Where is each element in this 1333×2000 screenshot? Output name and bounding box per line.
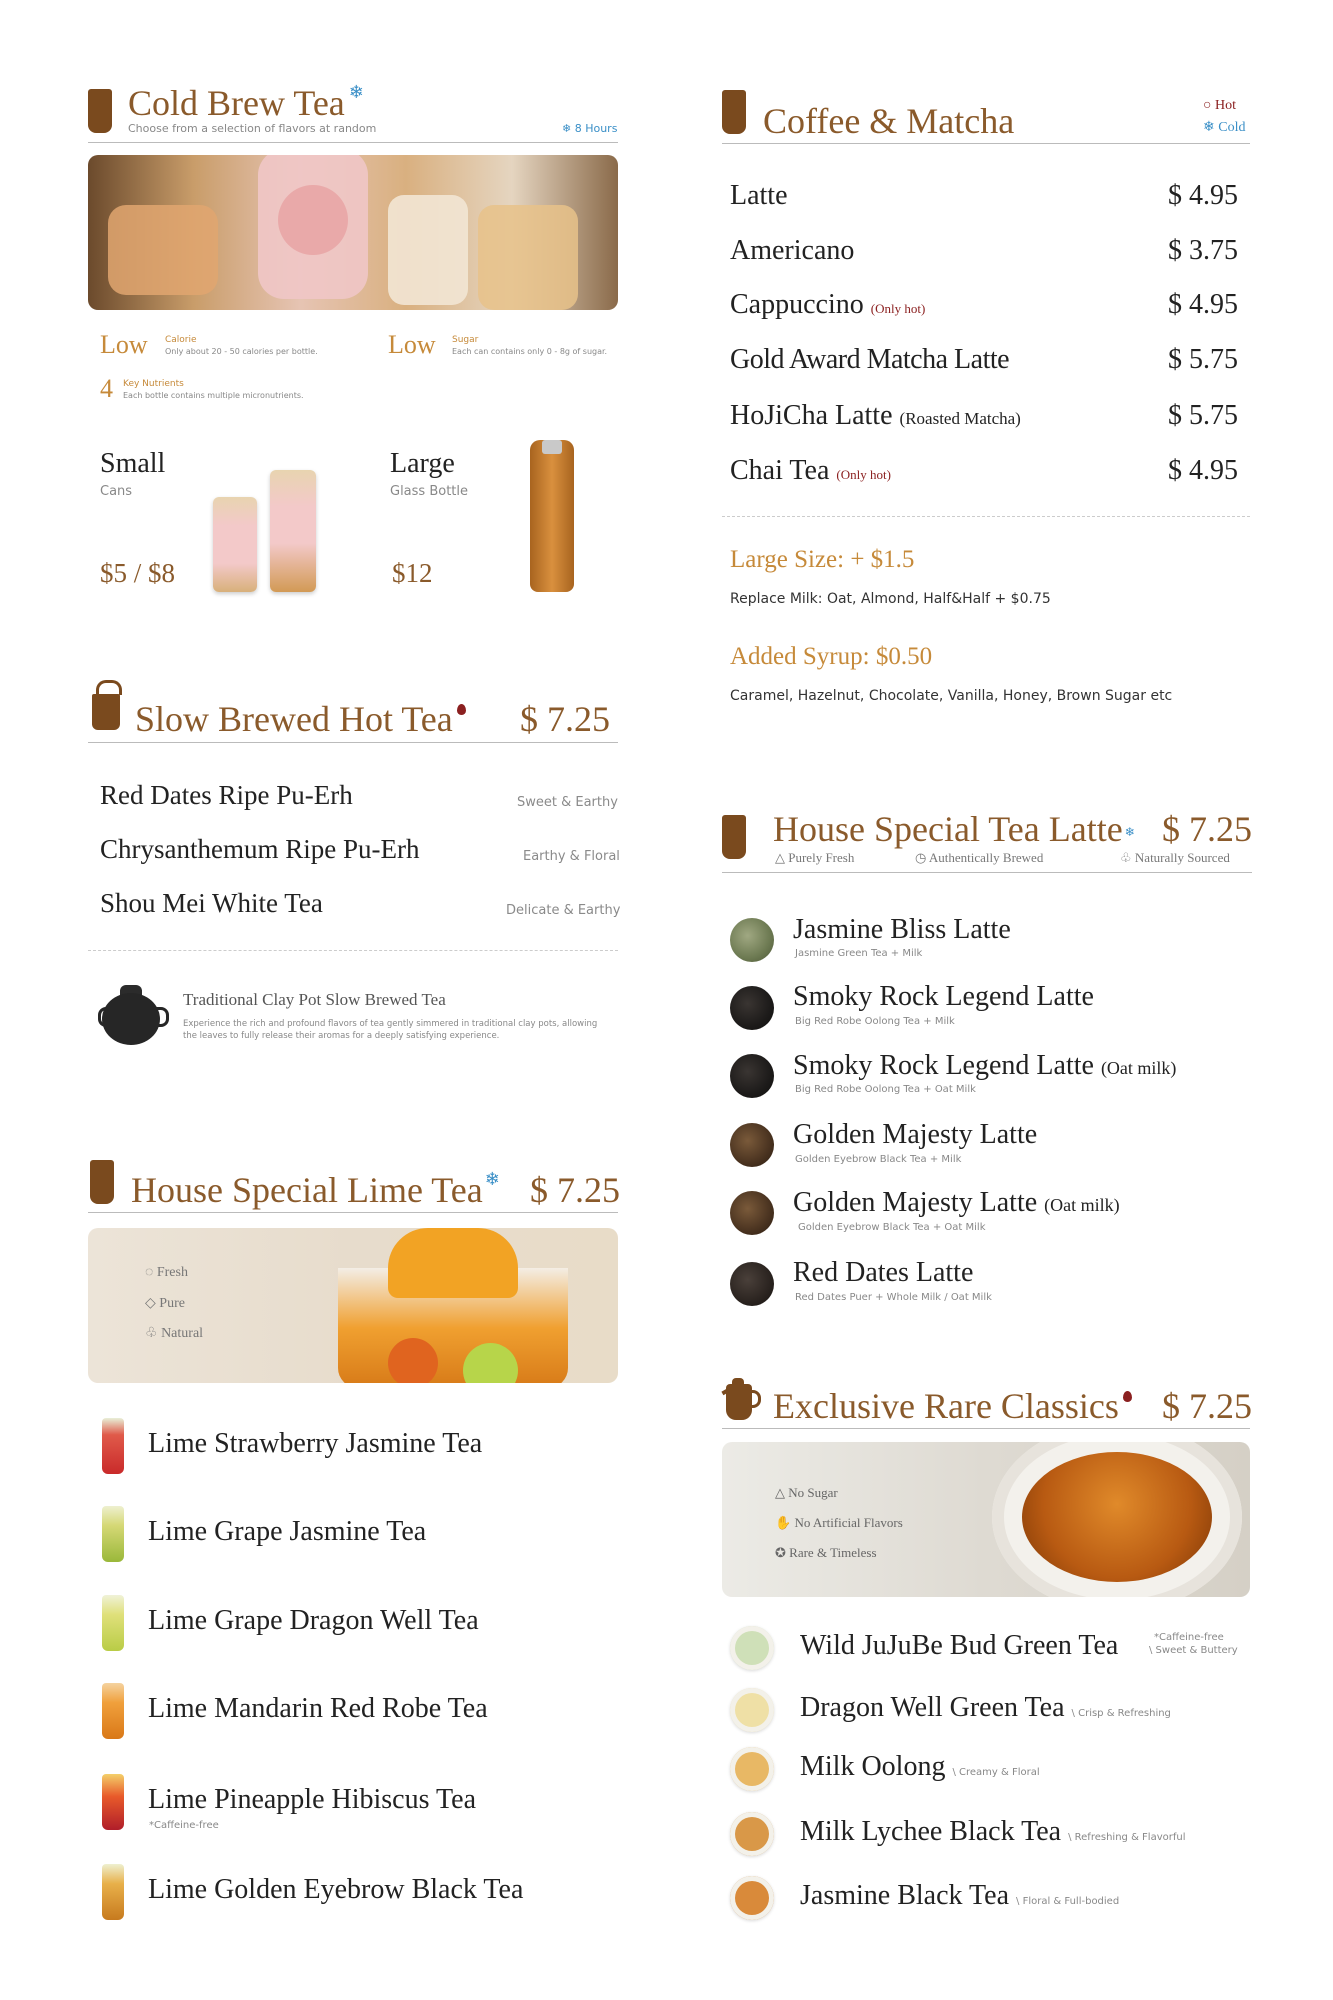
- tea-bowl-image: [730, 1812, 774, 1856]
- low-sugar-title: Sugar: [452, 335, 479, 345]
- cold-brew-subtitle: Choose from a selection of flavors at random: [128, 122, 377, 135]
- coffee-item-name: Latte: [730, 180, 788, 211]
- tea-bowl-image: [730, 1747, 774, 1791]
- latte-item-desc: Red Dates Puer + Whole Milk / Oat Milk: [795, 1292, 992, 1303]
- latte-feature: △ Purely Fresh: [775, 850, 855, 865]
- size-large-name: Large: [390, 448, 455, 479]
- latte-item-desc: Big Red Robe Oolong Tea + Oat Milk: [795, 1084, 976, 1095]
- clock-icon: ◷: [915, 850, 929, 865]
- size-small-name: Small: [100, 448, 166, 479]
- lime-golden-eyebrow-cup-image: [102, 1864, 124, 1920]
- coffee-item-price: $ 4.95: [1168, 455, 1238, 486]
- clay-pot-desc-line1: Experience the rich and profound flavors of tea gently simmered in traditional clay pots, allowing: [183, 1019, 598, 1029]
- lime-mandarin-cup-image: [102, 1683, 124, 1739]
- menu-item-note: Sweet & Earthy: [517, 795, 618, 810]
- cup-icon: [722, 90, 746, 134]
- lime-strawberry-cup-image: [102, 1418, 124, 1474]
- menu-item-name: Chrysanthemum Ripe Pu-Erh: [100, 834, 420, 864]
- latte-item-name: Jasmine Bliss Latte: [793, 914, 1011, 945]
- menu-item-note: Earthy & Floral: [523, 849, 620, 864]
- lime-price: $ 7.25: [530, 1170, 620, 1210]
- coffee-item-price: $ 5.75: [1168, 344, 1238, 375]
- coffee-item-name: Gold Award Matcha Latte: [730, 344, 1010, 375]
- menu-item-name: Shou Mei White Tea: [100, 888, 323, 918]
- slow-brewed-price: $ 7.25: [520, 699, 610, 739]
- lime-dragon-well-cup-image: [102, 1595, 124, 1651]
- leaf-icon: ◌: [145, 1265, 157, 1280]
- cup-icon: [88, 89, 112, 133]
- size-large-type: Glass Bottle: [390, 484, 469, 499]
- sprout-icon: ♧: [1120, 850, 1135, 865]
- feature-natural: ♧ Natural: [145, 1326, 204, 1341]
- divider: [88, 1212, 618, 1213]
- coffee-item-name: Americano: [730, 235, 855, 266]
- hand-icon: ✋: [775, 1515, 795, 1530]
- hot-icon: [1123, 1391, 1132, 1402]
- tea-bowl-image: [730, 1626, 774, 1670]
- coffee-item-name: Chai Tea (Only hot): [730, 455, 891, 486]
- divider: [88, 742, 618, 743]
- menu-item-name: Lime Grape Dragon Well Tea: [148, 1605, 479, 1636]
- latte-item-desc: Big Red Robe Oolong Tea + Milk: [795, 1016, 955, 1027]
- coffee-item-note: (Only hot): [870, 301, 926, 316]
- menu-item-note: *Caffeine-free: [149, 1820, 219, 1831]
- cup-icon: [722, 815, 746, 859]
- menu-item-name: Lime Golden Eyebrow Black Tea: [148, 1874, 524, 1905]
- feature-pure: ◇ Pure: [145, 1296, 185, 1311]
- rare-item-name: Dragon Well Green Tea \ Crisp & Refreshing: [800, 1692, 1171, 1723]
- rock-oolong-leaf-image: [730, 1054, 774, 1098]
- divider: [722, 872, 1252, 873]
- latte-item-name: Smoky Rock Legend Latte (Oat milk): [793, 1050, 1177, 1081]
- large-size-upcharge: Large Size: + $1.5: [730, 546, 915, 573]
- small-can-image: [213, 497, 257, 592]
- menu-item-name: Lime Pineapple Hibiscus Tea: [148, 1784, 477, 1815]
- cup-icon: [90, 1160, 114, 1204]
- latte-item-name: Golden Majesty Latte: [793, 1119, 1038, 1150]
- rare-item-note-top: *Caffeine-free: [1154, 1632, 1224, 1643]
- golden-eyebrow-leaf-image: [730, 1191, 774, 1235]
- tall-can-image: [270, 470, 316, 592]
- clay-pot-desc-line2: the leaves to fully release their aromas for a deeply satisfying experience.: [183, 1031, 500, 1041]
- slow-brewed-title: Slow Brewed Hot Tea: [135, 698, 466, 740]
- coffee-title: Coffee & Matcha: [763, 101, 1015, 141]
- rare-item-note: \ Sweet & Buttery: [1149, 1645, 1238, 1656]
- mountain-icon: △: [775, 1485, 789, 1500]
- latte-title: House Special Tea Latte ❄: [773, 809, 1135, 849]
- size-small-price: $5 / $8: [100, 558, 176, 588]
- legend-hot: ○ Hot: [1203, 98, 1236, 113]
- latte-item-extra: (Oat milk): [1100, 1058, 1177, 1078]
- low-sugar-label: Low: [388, 330, 436, 359]
- rare-item-name: Wild JuJuBe Bud Green Tea: [800, 1630, 1119, 1661]
- menu-item-name: Red Dates Ripe Pu-Erh: [100, 780, 353, 810]
- latte-feature: ◷ Authentically Brewed: [915, 850, 1044, 865]
- latte-item-desc: Golden Eyebrow Black Tea + Milk: [795, 1154, 962, 1165]
- hot-icon: ○: [1203, 98, 1215, 113]
- size-small-type: Cans: [100, 484, 133, 499]
- divider: [722, 143, 1250, 144]
- rock-oolong-leaf-image: [730, 986, 774, 1030]
- added-syrup-upcharge: Added Syrup: $0.50: [730, 643, 933, 670]
- rare-feature: △ No Sugar: [775, 1485, 838, 1500]
- rare-item-note: \ Creamy & Floral: [952, 1767, 1040, 1778]
- menu-item-name: Lime Strawberry Jasmine Tea: [148, 1428, 483, 1459]
- latte-item-desc: Jasmine Green Tea + Milk: [795, 948, 923, 959]
- latte-price: $ 7.25: [1162, 809, 1252, 849]
- coffee-item-note: (Only hot): [836, 467, 891, 482]
- nutrients-title: Key Nutrients: [123, 379, 184, 389]
- replace-milk-info: Replace Milk: Oat, Almond, Half&Half + $0.75: [730, 591, 1051, 607]
- nutrients-number: 4: [100, 374, 113, 403]
- syrup-list: Caramel, Hazelnut, Chocolate, Vanilla, Honey, Brown Sugar etc: [730, 688, 1173, 704]
- golden-eyebrow-leaf-image: [730, 1123, 774, 1167]
- coffee-item-note: (Roasted Matcha): [899, 409, 1021, 428]
- divider: [88, 142, 618, 143]
- mountain-icon: △: [775, 850, 789, 865]
- cold-brew-photo: [88, 155, 618, 310]
- lime-title: House Special Lime Tea ❄: [131, 1169, 500, 1210]
- tea-bowl-image: [730, 1876, 774, 1920]
- hot-icon: [457, 704, 466, 715]
- low-calorie-label: Low: [100, 330, 148, 359]
- glass-bottle-image: [530, 440, 574, 592]
- coffee-item-price: $ 3.75: [1168, 235, 1238, 266]
- teapot-icon: [722, 1378, 758, 1420]
- rare-feature: ✋ No Artificial Flavors: [775, 1515, 903, 1530]
- rare-item-note: \ Floral & Full-bodied: [1016, 1896, 1120, 1907]
- rare-title: Exclusive Rare Classics: [773, 1385, 1132, 1427]
- menu-item-name: Lime Grape Jasmine Tea: [148, 1516, 427, 1547]
- dashed-divider: [88, 950, 618, 951]
- sprout-icon: ♧: [145, 1326, 162, 1341]
- size-large-price: $12: [392, 558, 433, 588]
- cold-brew-title: Cold Brew Tea ❄: [128, 82, 364, 123]
- rare-item-name: Jasmine Black Tea \ Floral & Full-bodied: [800, 1880, 1120, 1911]
- drop-icon: ◇: [145, 1296, 160, 1311]
- rare-item-name: Milk Oolong \ Creamy & Floral: [800, 1751, 1040, 1782]
- latte-item-desc: Golden Eyebrow Black Tea + Oat Milk: [798, 1222, 986, 1233]
- latte-item-extra: (Oat milk): [1044, 1195, 1120, 1215]
- latte-item-name: Golden Majesty Latte (Oat milk): [793, 1187, 1120, 1218]
- low-sugar-desc: Each can contains only 0 - 8g of sugar.: [452, 347, 608, 356]
- snowflake-icon: ❄: [484, 1169, 500, 1189]
- dashed-divider: [722, 516, 1250, 517]
- coffee-item-price: $ 4.95: [1168, 180, 1238, 211]
- snowflake-icon: ❄: [348, 82, 364, 102]
- coffee-item-name: Cappuccino (Only hot): [730, 289, 926, 320]
- jasmine-leaf-image: [730, 918, 774, 962]
- cold-brew-hours: ❄ 8 Hours: [562, 122, 618, 135]
- lime-grape-cup-image: [102, 1506, 124, 1562]
- divider: [722, 1428, 1250, 1429]
- rare-item-name: Milk Lychee Black Tea \ Refreshing & Flavorful: [800, 1816, 1186, 1847]
- feature-fresh: ◌ Fresh: [145, 1265, 188, 1280]
- latte-item-name: Smoky Rock Legend Latte: [793, 981, 1094, 1012]
- red-dates-leaf-image: [730, 1262, 774, 1306]
- coffee-item-price: $ 4.95: [1168, 289, 1238, 320]
- latte-feature: ♧ Naturally Sourced: [1120, 850, 1230, 865]
- rare-price: $ 7.25: [1162, 1386, 1252, 1426]
- rare-item-note: \ Refreshing & Flavorful: [1068, 1832, 1186, 1843]
- menu-item-name: Lime Mandarin Red Robe Tea: [148, 1693, 488, 1724]
- low-calorie-desc: Only about 20 - 50 calories per bottle.: [165, 347, 318, 356]
- latte-item-name: Red Dates Latte: [793, 1257, 974, 1288]
- hot-cold-icon: ❄: [1124, 825, 1135, 840]
- legend-cold: ❄ Cold: [1203, 120, 1246, 135]
- coffee-item-name: HoJiCha Latte (Roasted Matcha): [730, 400, 1021, 431]
- rare-feature: ✪ Rare & Timeless: [775, 1545, 877, 1560]
- bottle-cap: [542, 440, 562, 454]
- clay-pot-icon: [98, 985, 166, 1047]
- low-calorie-title: Calorie: [165, 335, 197, 345]
- rare-item-note: \ Crisp & Refreshing: [1071, 1708, 1171, 1719]
- nutrients-desc: Each bottle contains multiple micronutrients.: [123, 391, 304, 400]
- menu-item-note: Delicate & Earthy: [506, 903, 621, 918]
- award-icon: ✪: [775, 1545, 790, 1560]
- tea-bowl-image: [730, 1688, 774, 1732]
- clay-cup-icon: [92, 680, 120, 730]
- coffee-item-price: $ 5.75: [1168, 400, 1238, 431]
- clay-pot-title: Traditional Clay Pot Slow Brewed Tea: [183, 990, 446, 1009]
- lime-pineapple-cup-image: [102, 1774, 124, 1830]
